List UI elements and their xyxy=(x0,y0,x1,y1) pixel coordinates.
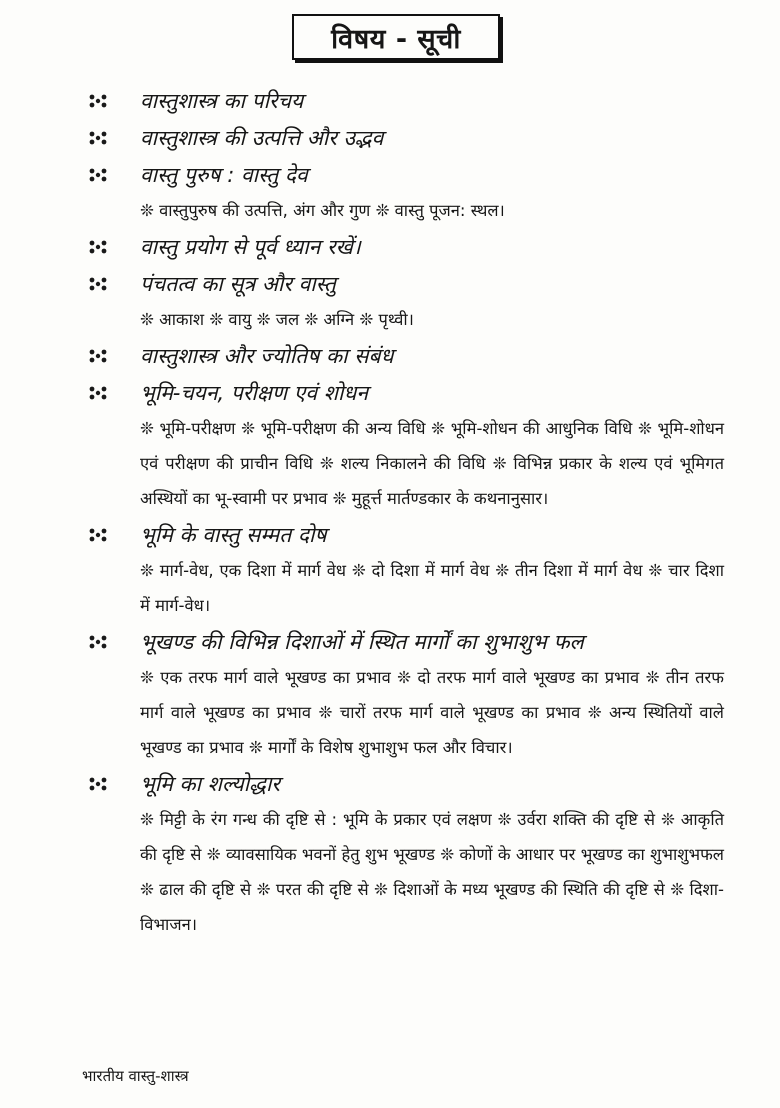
contents-entry xyxy=(84,374,724,516)
ornament-bullet-icon xyxy=(88,776,108,792)
contents-entry xyxy=(84,228,724,265)
ornament-bullet-icon xyxy=(88,385,108,401)
entry-heading: भूमि का शल्योद्धार xyxy=(140,771,280,796)
entry-details: ❊ वास्तुपुरुष की उत्पत्ति, अंग और गुण ❊ वास्तु पूजन: स्थल। xyxy=(140,201,505,220)
ornament-bullet-icon xyxy=(88,167,108,183)
ornament-bullet-icon xyxy=(88,527,108,543)
entry-heading: भूमि के वास्तु सम्मत दोष xyxy=(140,522,327,547)
contents-entry xyxy=(84,156,724,228)
contents-entry xyxy=(84,82,724,119)
entry-heading: पंचतत्व का सूत्र और वास्तु xyxy=(140,271,336,296)
contents-entry xyxy=(84,516,724,623)
entry-heading: भूखण्ड की विभिन्न दिशाओं में स्थित मार्गों का शुभाशुभ फल xyxy=(140,629,584,654)
entry-heading-row xyxy=(84,623,724,660)
entry-heading-row xyxy=(84,337,724,374)
entry-heading: वास्तु पुरुष : वास्तु देव xyxy=(140,162,308,187)
contents-entry xyxy=(84,623,724,765)
entry-heading: वास्तुशास्त्र का परिचय xyxy=(140,88,304,113)
entry-heading: वास्तु प्रयोग से पूर्व ध्यान रखें। xyxy=(140,234,361,259)
entry-heading-row xyxy=(84,228,724,265)
entry-details: ❊ एक तरफ मार्ग वाले भूखण्ड का प्रभाव ❊ दो तरफ मार्ग वाले भूखण्ड का प्रभाव ❊ तीन तरफ मार्ग वाले भूखण्ड का प्रभाव ❊ चारों तरफ मार्ग वाले भूखण्ड का प्रभाव ❊ अन्य स्थितियों वाले भूखण्ड का प्रभाव ❊ मार्गों के विशेष शुभाशुभ फल और विचार। xyxy=(140,668,724,757)
contents-entry xyxy=(84,765,724,942)
page-title-box xyxy=(292,14,500,60)
entry-heading-row xyxy=(84,119,724,156)
ornament-bullet-icon xyxy=(88,276,108,292)
ornament-bullet-icon xyxy=(88,634,108,650)
ornament-bullet-icon xyxy=(88,130,108,146)
entry-heading: वास्तुशास्त्र की उत्पत्ति और उद्भव xyxy=(140,125,384,150)
contents-entry xyxy=(84,119,724,156)
entry-details: ❊ मिट्टी के रंग गन्ध की दृष्टि से : भूमि के प्रकार एवं लक्षण ❊ उर्वरा शक्ति की दृष्टि से ❊ आकृति की दृष्टि से ❊ व्यावसायिक भवनों हेतु शुभ भूखण्ड ❊ कोणों के आधार पर भूखण्ड का शुभाशुभफल ❊ ढाल की दृष्टि से ❊ परत की दृष्टि से ❊ दिशाओं के मध्य भूखण्ड की स्थिति की दृष्टि से ❊ दिशा- विभाजन। xyxy=(140,810,724,934)
ornament-bullet-icon xyxy=(88,93,108,109)
page-title: विषय - सूची xyxy=(331,23,461,55)
entry-heading-row xyxy=(84,156,724,193)
entry-heading: भूमि-चयन, परीक्षण एवं शोधन xyxy=(140,380,368,405)
entry-heading-row xyxy=(84,374,724,411)
entry-heading: वास्तुशास्त्र और ज्योतिष का संबंध xyxy=(140,343,394,368)
entry-details: ❊ मार्ग-वेध, एक दिशा में मार्ग वेध ❊ दो दिशा में मार्ग वेध ❊ तीन दिशा में मार्ग वेध ❊ चार दिशा में मार्ग-वेध। xyxy=(140,561,724,615)
contents-entry xyxy=(84,337,724,374)
entry-details: ❊ आकाश ❊ वायु ❊ जल ❊ अग्नि ❊ पृथ्वी। xyxy=(140,310,414,329)
entry-heading-row xyxy=(84,765,724,802)
ornament-bullet-icon xyxy=(88,239,108,255)
contents-entry xyxy=(84,265,724,337)
entry-heading-row xyxy=(84,265,724,302)
entry-heading-row xyxy=(84,82,724,119)
ornament-bullet-icon xyxy=(88,348,108,364)
entry-details: ❊ भूमि-परीक्षण ❊ भूमि-परीक्षण की अन्य विधि ❊ भूमि-शोधन की आधुनिक विधि ❊ भूमि-शोधन एवं परीक्षण की प्राचीन विधि ❊ शल्य निकालने की विधि ❊ विभिन्न प्रकार के शल्य एवं भूमिगत अस्थियों का भू-स्वामी पर प्रभाव ❊ मुहूर्त्त मार्तण्डकार के कथनानुसार। xyxy=(140,419,724,508)
entry-heading-row xyxy=(84,516,724,553)
contents-list xyxy=(84,82,724,942)
running-footer: भारतीय वास्तु-शास्त्र xyxy=(82,1067,189,1085)
